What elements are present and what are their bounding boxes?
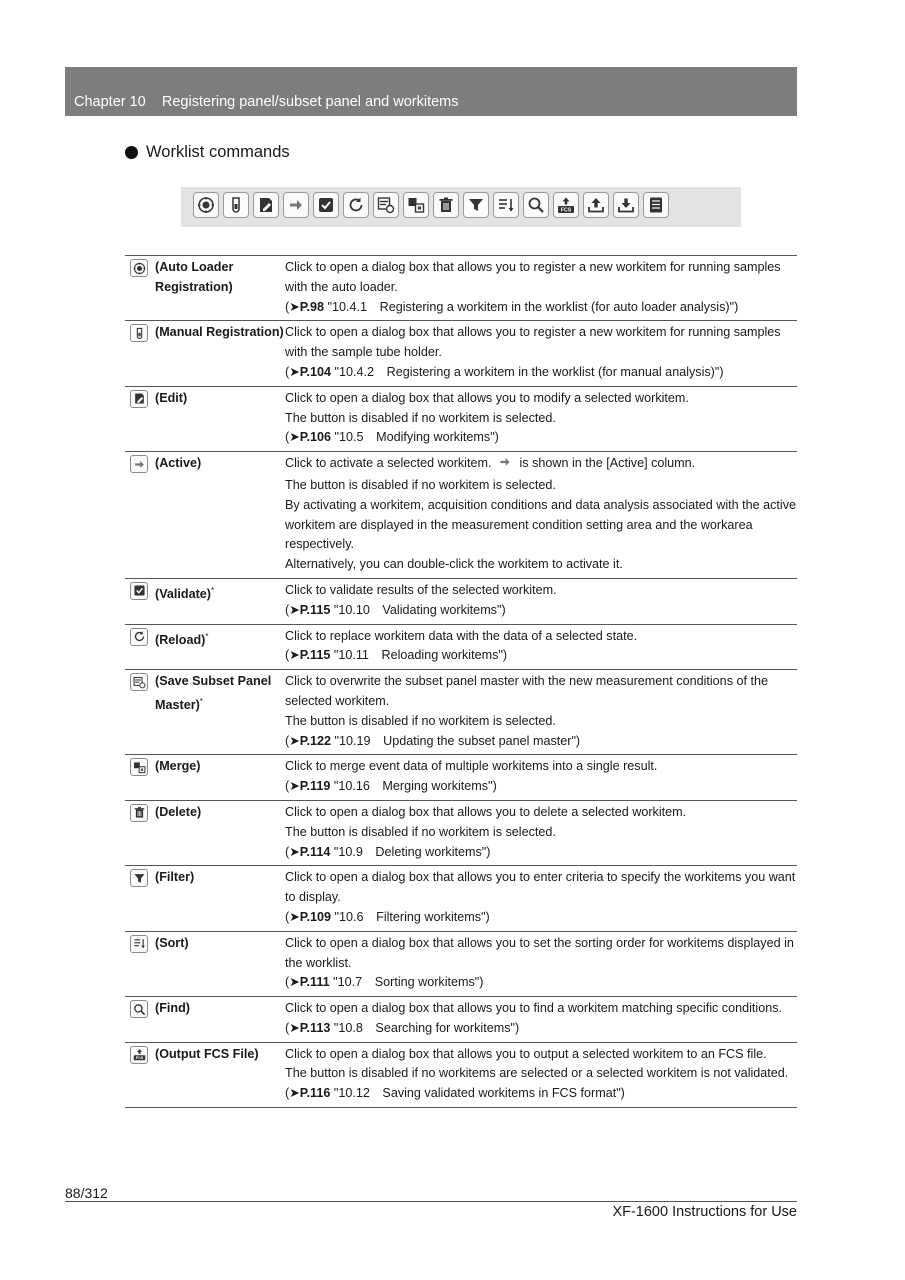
description-line: The button is disabled if no workitem is selected.: [285, 477, 556, 492]
command-name: (Save Subset Panel Master)*: [155, 674, 272, 713]
footer-divider: [65, 1201, 797, 1202]
command-description: [285, 800, 797, 865]
edit-icon: [130, 390, 148, 408]
reference-title: "10.6 Filtering workitems"): [331, 909, 490, 924]
page-reference: (➤P.114 "10.9 Deleting workitems"): [285, 844, 491, 859]
description-line: The button is disabled if no workitems are selected or a selected workitem is not validated.: [285, 1066, 789, 1081]
footnote-mark: *: [199, 696, 203, 706]
merge-icon: [403, 192, 429, 218]
description-line: Click to validate results of the selected workitem.: [285, 582, 557, 597]
worklist-toolbar-image: [181, 187, 741, 227]
page-number: 88/312: [65, 1185, 108, 1201]
chapter-number: Chapter 10: [74, 94, 146, 110]
description-line: Click to replace workitem data with the data of a selected state.: [285, 628, 638, 643]
command-name-cell: [125, 1042, 285, 1107]
page-reference: (➤P.116 "10.12 Saving validated workitems in FCS format"): [285, 1086, 625, 1101]
command-name: (Reload)*: [155, 631, 209, 647]
validate-check-icon: [313, 192, 339, 218]
edit-icon: [253, 192, 279, 218]
command-description: [285, 256, 797, 321]
description-line: Click to open a dialog box that allows you to find a workitem matching specific conditions.: [285, 1001, 783, 1016]
page-reference: (➤P.122 "10.19 Updating the subset panel master"): [285, 733, 581, 748]
command-name-cell: [125, 321, 285, 386]
auto-loader-icon: [130, 259, 148, 277]
reference-page-number: P.122: [299, 733, 332, 748]
filter-funnel-icon: [463, 192, 489, 218]
section-title: [125, 143, 290, 162]
chapter-title: Registering panel/subset panel and workitems: [161, 94, 459, 110]
reference-page-number: P.115: [299, 648, 331, 663]
auto-loader-icon: [193, 192, 219, 218]
page-reference: (➤P.119 "10.16 Merging workitems"): [285, 779, 497, 794]
description-line: By activating a workitem, acquisition conditions and data analysis associated with the active workitem are displayed in the measurement condition setting area and the workarea respectively.: [285, 497, 797, 552]
page-reference: (➤P.115 "10.10 Validating workitems"): [285, 602, 506, 617]
command-row: [125, 866, 797, 931]
command-name: (Output FCS File): [155, 1046, 259, 1061]
page-reference: (➤P.109 "10.6 Filtering workitems"): [285, 909, 490, 924]
command-description: [285, 386, 797, 451]
reference-page-number: P.116: [299, 1086, 331, 1101]
command-name: (Delete): [155, 804, 202, 819]
command-description: [285, 1042, 797, 1107]
sort-icon: [493, 192, 519, 218]
command-row: [125, 670, 797, 755]
description-line: Click to open a dialog box that allows you to enter criteria to specify the workitems you want to display.: [285, 870, 796, 905]
command-name: (Sort): [155, 935, 189, 950]
reference-page-number: P.109: [299, 909, 332, 924]
page-reference: (➤P.111 "10.7 Sorting workitems"): [285, 975, 484, 990]
find-magnifier-icon: [130, 1000, 148, 1018]
reference-page-number: P.113: [299, 1020, 331, 1035]
output-fcs-icon: [130, 1046, 148, 1064]
description-line: The button is disabled if no workitem is selected.: [285, 713, 556, 728]
reference-title: "10.12 Saving validated workitems in FCS format"): [330, 1086, 625, 1101]
footnote-mark: *: [211, 585, 215, 595]
active-arrow-icon: [497, 455, 513, 476]
active-arrow-icon: [130, 455, 148, 473]
command-name-cell: [125, 578, 285, 624]
save-subset-icon: [373, 192, 399, 218]
command-row: [125, 321, 797, 386]
output-fcs-icon: [553, 192, 579, 218]
manual-tube-icon: [130, 324, 148, 342]
command-description: [285, 452, 797, 579]
description-line: The button is disabled if no workitem is selected.: [285, 824, 556, 839]
section-title-text: Worklist commands: [146, 143, 290, 161]
footnote-mark: *: [205, 631, 209, 641]
description-line: Click to open a dialog box that allows you to modify a selected workitem.: [285, 390, 689, 405]
bullet-icon: [125, 146, 138, 159]
chapter-header-bar: [65, 67, 797, 116]
save-subset-icon: [130, 673, 148, 691]
active-arrow-icon: [283, 192, 309, 218]
document-title: XF-1600 Instructions for Use: [612, 1204, 797, 1220]
reference-title: "10.19 Updating the subset panel master"): [331, 733, 581, 748]
reference-title: "10.9 Deleting workitems"): [330, 844, 491, 859]
command-name-cell: [125, 866, 285, 931]
command-name-cell: [125, 256, 285, 321]
command-row: [125, 578, 797, 624]
command-description: [285, 866, 797, 931]
reference-title: "10.8 Searching for workitems"): [330, 1020, 520, 1035]
reference-page-number: P.98: [299, 299, 325, 314]
page-reference: (➤P.98 "10.4.1 Registering a workitem in the worklist (for auto loader analysis)"): [285, 299, 739, 314]
command-description: [285, 670, 797, 755]
list-panel-icon: [643, 192, 669, 218]
command-row: [125, 931, 797, 996]
reference-title: "10.16 Merging workitems"): [330, 779, 497, 794]
command-row: [125, 386, 797, 451]
reference-title: "10.11 Reloading workitems"): [330, 648, 508, 663]
delete-trash-icon: [130, 804, 148, 822]
manual-tube-icon: [223, 192, 249, 218]
command-name: (Merge): [155, 759, 201, 774]
command-name: (Edit): [155, 390, 188, 405]
upload-icon: [583, 192, 609, 218]
command-name: (Auto Loader Registration): [155, 260, 234, 294]
description-line: The button is disabled if no workitem is selected.: [285, 410, 556, 425]
command-row: [125, 755, 797, 801]
reload-icon: [130, 628, 148, 646]
reference-title: "10.10 Validating workitems"): [330, 602, 506, 617]
description-line: Alternatively, you can double-click the workitem to activate it.: [285, 557, 623, 572]
command-description: [285, 321, 797, 386]
command-name-cell: [125, 386, 285, 451]
description-line: Click to open a dialog box that allows you to delete a selected workitem.: [285, 804, 687, 819]
delete-trash-icon: [433, 192, 459, 218]
reference-title: "10.4.1 Registering a workitem in the worklist (for auto loader analysis)"): [324, 299, 739, 314]
reference-title: "10.4.2 Registering a workitem in the worklist (for manual analysis)"): [331, 364, 724, 379]
command-name-cell: [125, 931, 285, 996]
description-line: Click to activate a selected workitem. is shown in the [Active] column.: [285, 454, 797, 476]
command-name: (Filter): [155, 870, 195, 885]
find-magnifier-icon: [523, 192, 549, 218]
page-reference: (➤P.113 "10.8 Searching for workitems"): [285, 1020, 520, 1035]
command-row: [125, 452, 797, 579]
command-name-cell: [125, 452, 285, 579]
description-line: Click to open a dialog box that allows you to set the sorting order for workitems displayed in the worklist.: [285, 935, 794, 970]
svg-text:FCS: FCS: [135, 1056, 143, 1061]
command-row: [125, 997, 797, 1043]
command-description: [285, 755, 797, 801]
command-name: (Find): [155, 1001, 190, 1016]
reference-page-number: P.106: [299, 430, 332, 445]
description-line: Click to open a dialog box that allows you to output a selected workitem to an FCS file.: [285, 1046, 767, 1061]
command-name-cell: [125, 624, 285, 670]
command-name-cell: [125, 800, 285, 865]
command-name: (Validate)*: [155, 585, 215, 602]
page-reference: (➤P.106 "10.5 Modifying workitems"): [285, 430, 499, 445]
chapter-heading: [74, 94, 459, 110]
command-name-cell: [125, 670, 285, 755]
command-description: [285, 578, 797, 624]
description-line: Click to open a dialog box that allows you to register a new workitem for running samples with the sample tube holder.: [285, 325, 781, 360]
merge-icon: [130, 758, 148, 776]
validate-check-icon: [130, 582, 148, 600]
description-line: Click to overwrite the subset panel master with the new measurement conditions of the selected workitem.: [285, 674, 768, 708]
command-row: [125, 256, 797, 321]
reference-page-number: P.114: [299, 844, 331, 859]
page-reference: (➤P.104 "10.4.2 Registering a workitem in the worklist (for manual analysis)"): [285, 364, 724, 379]
description-line: Click to merge event data of multiple workitems into a single result.: [285, 759, 658, 774]
command-name: (Manual Registration): [155, 325, 284, 340]
commands-table: [125, 255, 797, 1108]
reference-page-number: P.111: [299, 975, 330, 990]
reload-icon: [343, 192, 369, 218]
command-row: [125, 624, 797, 670]
command-description: [285, 931, 797, 996]
command-description: [285, 997, 797, 1043]
command-name-cell: [125, 997, 285, 1043]
command-name-cell: [125, 755, 285, 801]
description-line: Click to open a dialog box that allows you to register a new workitem for running samples with the auto loader.: [285, 260, 781, 294]
reference-page-number: P.115: [299, 602, 331, 617]
reference-title: "10.7 Sorting workitems"): [329, 975, 484, 990]
reference-page-number: P.119: [299, 779, 331, 794]
filter-funnel-icon: [130, 869, 148, 887]
command-row: [125, 800, 797, 865]
reference-title: "10.5 Modifying workitems"): [331, 430, 499, 445]
command-row: [125, 1042, 797, 1107]
page-reference: (➤P.115 "10.11 Reloading workitems"): [285, 648, 508, 663]
command-description: [285, 624, 797, 670]
command-name: (Active): [155, 456, 202, 471]
sort-icon: [130, 935, 148, 953]
svg-text:FCS: FCS: [560, 207, 572, 214]
reference-page-number: P.104: [299, 364, 332, 379]
download-icon: [613, 192, 639, 218]
